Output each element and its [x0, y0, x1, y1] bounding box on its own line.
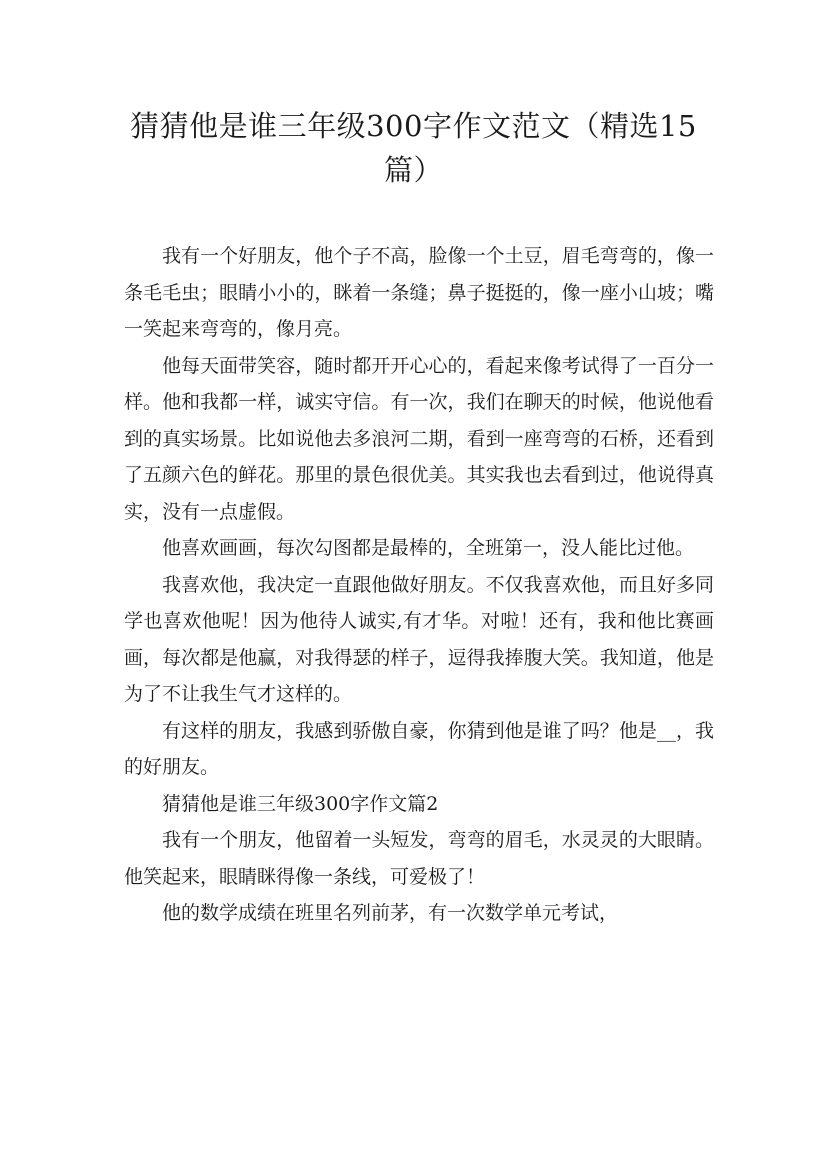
- paragraph-6: 我有一个朋友，他留着一头短发，弯弯的眉毛，水灵灵的大眼睛。他笑起来，眼睛眯得像一条线，可爱极了！: [124, 829, 714, 888]
- paragraph-1: 我有一个好朋友，他个子不高，脸像一个土豆，眉毛弯弯的，像一条毛毛虫；眼睛小小的，眯着一条缝；鼻子挺挺的，像一座小山坡；嘴一笑起来弯弯的，像月亮。: [124, 245, 714, 340]
- paragraph-2: 他每天面带笑容，随时都开开心心的，看起来像考试得了一百分一样。他和我都一样，诚实守信。有一次，我们在聊天的时候，他说他看到的真实场景。比如说他去多浪河二期，看到一座弯弯的石桥，还看到了五颜六色的鲜花。那里的景色很优美。其实我也去看到过，他说得真实，没有一点虚假。: [124, 354, 714, 523]
- paragraph-3: 他喜欢画画，每次勾图都是最棒的，全班第一，没人能比过他。: [162, 537, 695, 559]
- document-body: [124, 238, 714, 932]
- paragraph-4: 我喜欢他，我决定一直跟他做好朋友。不仅我喜欢他，而且好多同学也喜欢他呢！因为他待人诚实,有才华。对啦！还有，我和他比赛画画，每次都是他赢，对我得瑟的样子，逗得我捧腹大笑。我知道，他是为了不让我生气才这样的。: [124, 573, 714, 705]
- section-heading-2: 猜猜他是谁三年级300字作文篇2: [162, 792, 439, 815]
- paragraph-7: 他的数学成绩在班里名列前茅，有一次数学单元考试，: [162, 902, 619, 924]
- document-title: 猜猜他是谁三年级300字作文范文（精选15篇）: [130, 109, 697, 187]
- paragraph-5: 有这样的朋友，我感到骄傲自豪，你猜到他是谁了吗？他是__，我的好朋友。: [124, 719, 714, 778]
